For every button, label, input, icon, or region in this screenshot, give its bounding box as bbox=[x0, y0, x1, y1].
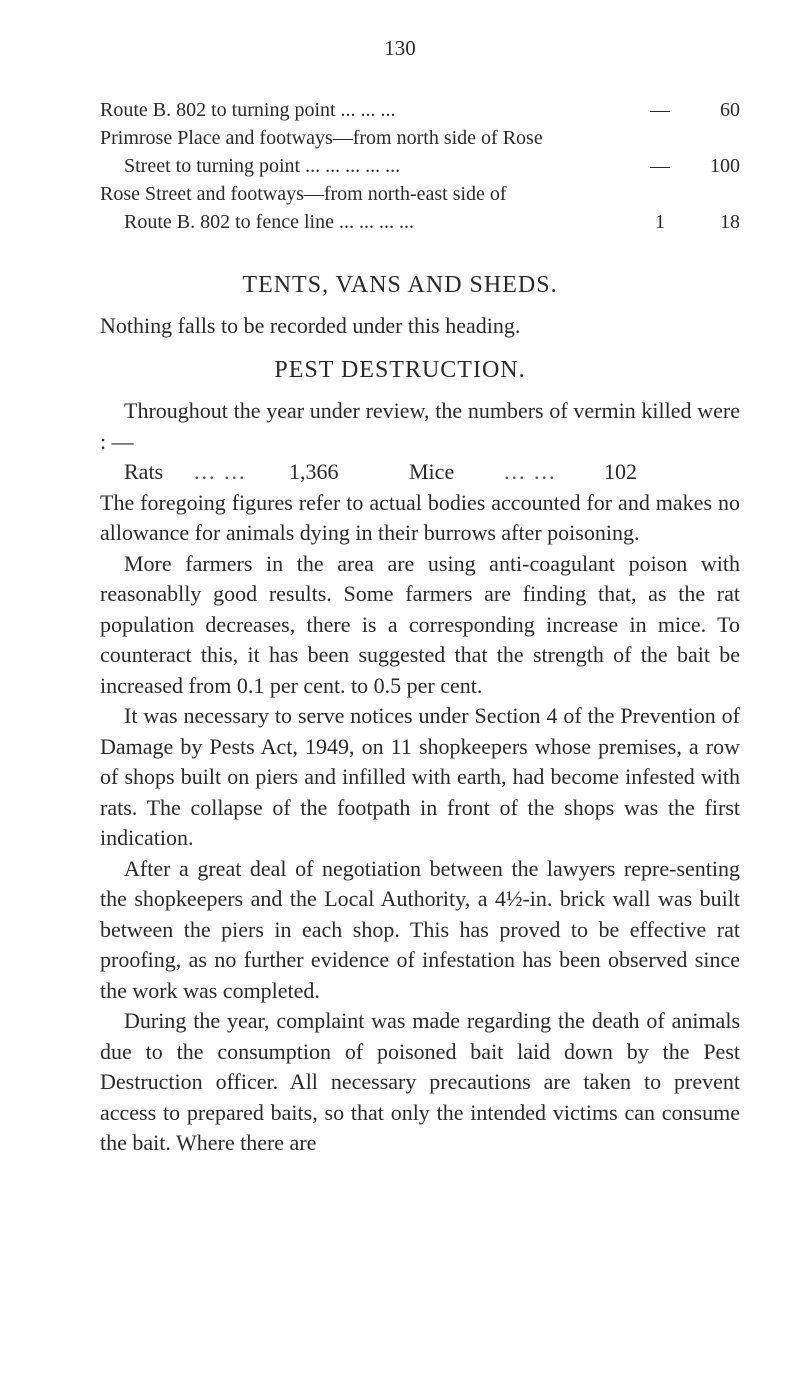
pest-paragraph-1: The foregoing figures refer to actual bodies accounted for and makes no allowance for animals dying in their burrows after poisoning. bbox=[100, 489, 740, 545]
route-description: Rose Street and footways—from north-east side of bbox=[100, 183, 507, 205]
rats-label: Rats bbox=[124, 459, 164, 484]
route-col-2: 18 bbox=[720, 211, 740, 233]
pest-paragraph-5: During the year, complaint was made regarding the death of animals due to the consumption of poisoned bait laid down by the Pest Destruction officer. All necessary precautions are taken to prevent access to prepared baits, so that only the intended victims can consume the bait. Where there are bbox=[100, 1008, 740, 1155]
pest-heading: PEST DESTRUCTION. bbox=[274, 357, 526, 383]
mice-label: Mice bbox=[409, 459, 455, 484]
route-row bbox=[100, 208, 740, 236]
rats-value: 1,366 bbox=[289, 459, 339, 484]
route-table bbox=[100, 96, 740, 236]
route-description: Route B. 802 to fence line ... ... ... ... bbox=[124, 211, 414, 233]
pest-paragraph-4: After a great deal of negotiation between the lawyers repre-senting the shopkeepers and the Local Authority, a 4½-in. brick wall was built between the piers in each shop. This has proved to be effective rat proofing, as no further evidence of infestation has been observed since the work was completed. bbox=[100, 855, 740, 1003]
page-number: 130 bbox=[384, 36, 416, 60]
rats-leader: ... ... bbox=[194, 459, 247, 484]
mice-leader: ... ... bbox=[504, 459, 557, 484]
route-row bbox=[100, 96, 740, 124]
tents-text-block bbox=[100, 311, 740, 342]
pest-paragraph-3: It was necessary to serve notices under Section 4 of the Prevention of Damage by Pests Act, 1949, on 11 shopkeepers whose premises, a row of shops built on piers and infilled with earth, had become infested with rats. The collapse of the footpath in front of the shops was the first indication. bbox=[100, 703, 740, 850]
route-col-1: — bbox=[650, 155, 670, 177]
route-row bbox=[100, 124, 740, 152]
route-description: Primrose Place and footways—from north side of Rose bbox=[100, 127, 543, 149]
mice-value: 102 bbox=[604, 459, 637, 484]
pest-intro: Throughout the year under review, the numbers of vermin killed were : — bbox=[100, 398, 740, 454]
route-row bbox=[100, 152, 740, 180]
vermin-count-row bbox=[100, 457, 740, 488]
tents-text: Nothing falls to be recorded under this heading. bbox=[100, 313, 521, 338]
route-row bbox=[100, 180, 740, 208]
tents-heading: TENTS, VANS AND SHEDS. bbox=[242, 272, 558, 298]
route-col-1: 1 bbox=[655, 211, 665, 233]
pest-body bbox=[100, 396, 740, 1159]
route-description: Street to turning point ... ... ... ... ... bbox=[124, 155, 401, 177]
route-col-2: 60 bbox=[720, 99, 740, 121]
route-col-2: 100 bbox=[710, 155, 740, 177]
route-col-1: — bbox=[650, 99, 670, 121]
pest-paragraph-2: More farmers in the area are using anti-coagulant poison with reasonablly good results. Some farmers are finding that, as the rat population decreases, there is a corresponding increase in mice. To counteract this, it has been suggested that the strength of the bait be increased from 0.1 per cent. to 0.5 per cent. bbox=[100, 550, 740, 698]
route-description: Route B. 802 to turning point ... ... ... bbox=[100, 99, 396, 121]
